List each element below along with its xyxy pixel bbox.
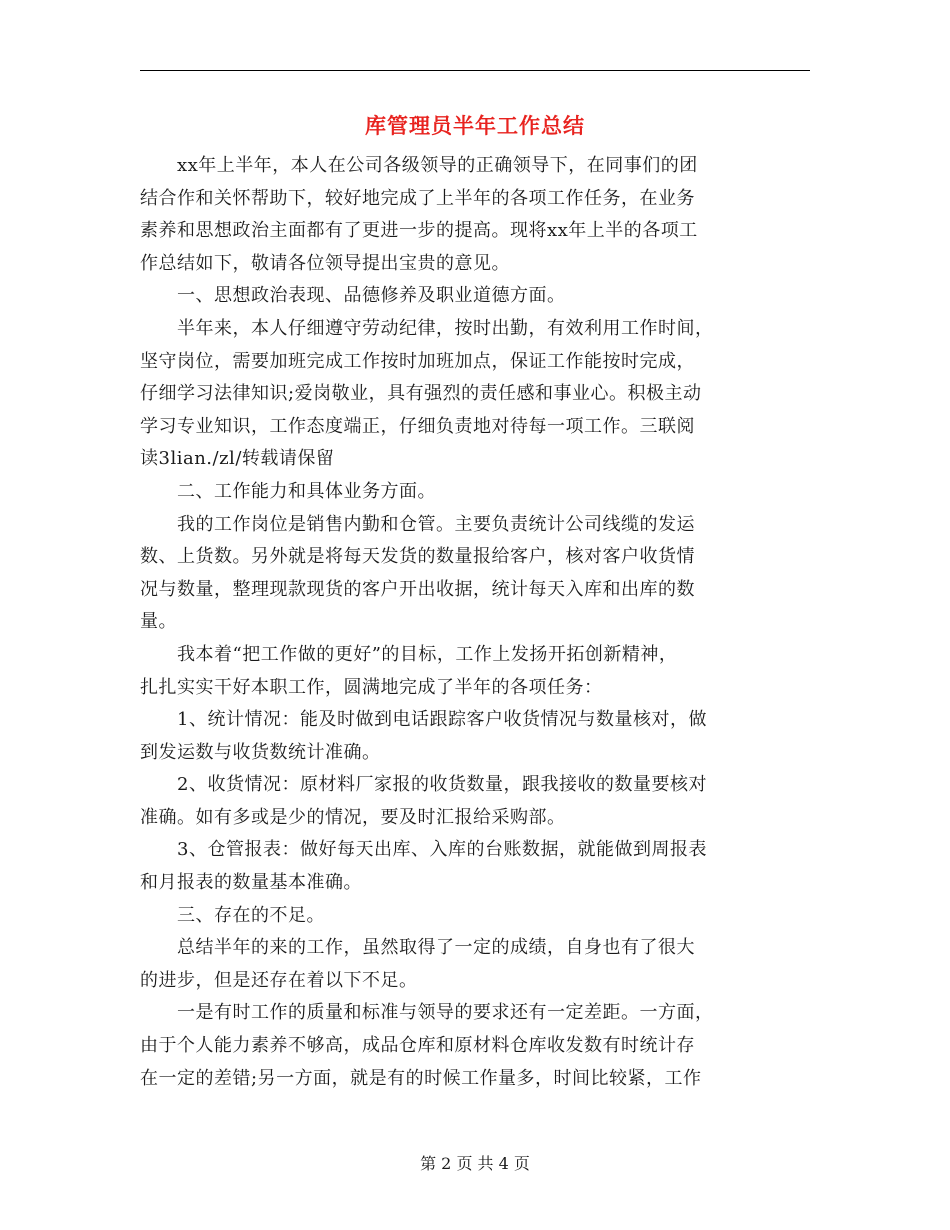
- list-item-receiving: 2、收货情况：原材料厂家报的收货数量，跟我接收的数量要核对 准确。如有多或是少的情况，要及时汇报给采购部。: [140, 774, 707, 828]
- paragraph-job-role: 我的工作岗位是销售内勤和仓管。主要负责统计公司线缆的发运 数、上货数。另外就是将每天发货的数量报给客户，核对客户收货情 况与数量，整理现款现货的客户开出收据，统计每天入库和出库的数 量。: [140, 513, 695, 633]
- section-heading-1: 一、思想政治表现、品德修养及职业道德方面。: [140, 285, 566, 307]
- section-heading-3: 三、存在的不足。: [140, 904, 325, 926]
- header-rule: [140, 70, 810, 71]
- page-number: 第 2 页 共 4 页: [420, 1154, 530, 1173]
- paragraph-shortcoming-1: 一是有时工作的质量和标准与领导的要求还有一定差距。一方面， 由于个人能力素养不够高，成品仓库和原材料仓库收发数有时统计存 在一定的差错;另一方面，就是有的时候工作量多，时间比较紧，工作: [140, 1002, 714, 1089]
- section-heading-2: 二、工作能力和具体业务方面。: [140, 480, 436, 502]
- paragraph-summary: 总结半年的来的工作，虽然取得了一定的成绩，自身也有了很大 的进步，但是还存在着以下不足。: [140, 937, 695, 991]
- paragraph-intro: xx年上半年，本人在公司各级领导的正确领导下，在同事们的团 结合作和关怀帮助下，较好地完成了上半年的各项工作任务，在业务 素养和思想政治主面都有了更进一步的提高。现将xx年上半的各项工 作总结如下，敬请各位领导提出宝贵的意见。: [140, 155, 698, 274]
- paragraph-political: 半年来，本人仔细遵守劳动纪律，按时出勤，有效利用工作时间， 坚守岗位，需要加班完成工作按时加班加点，保证工作能按时完成， 仔细学习法律知识;爱岗敬业，具有强烈的责任感和事业心。积极主动 学习专业知识，工作态度端正，仔细负责地对待每一项工作。三联阅 读3lian./zl/转载请保留: [140, 317, 714, 470]
- list-item-reports: 3、仓管报表：做好每天出库、入库的台账数据，就能做到周报表 和月报表的数量基本准确。: [140, 839, 707, 894]
- document-title: 库管理员半年工作总结: [365, 113, 585, 138]
- document-body: [140, 150, 810, 1095]
- list-item-statistics: 1、统计情况：能及时做到电话跟踪客户收货情况与数量核对，做 到发运数与收货数统计准确。: [140, 709, 707, 763]
- paragraph-goal: 我本着“把工作做的更好”的目标，工作上发扬开拓创新精神， 扎扎实实干好本职工作，圆满地完成了半年的各项任务：: [140, 643, 678, 698]
